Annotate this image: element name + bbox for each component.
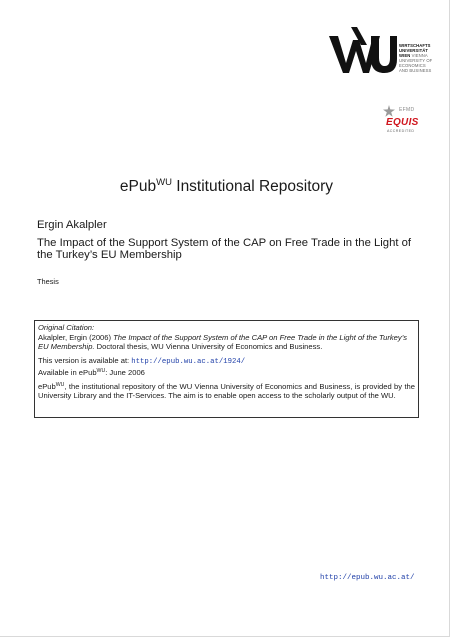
equis-accredited-label: ACCREDITED [387,129,415,133]
wu-text-line-6: AND BUSINESS [399,68,432,74]
wu-text-line-5: ECONOMICS [399,63,426,69]
wu-text-line-4: UNIVERSITY OF [399,58,433,64]
citation-ref-before: Akalpler, Ergin (2006) [38,332,114,342]
citation-ref-after: Doctoral thesis, WU Vienna University of Economics and Business. [94,342,323,352]
citation-url-link[interactable]: http://epub.wu.ac.at/1924/ [131,358,246,367]
wu-text-line-3: WIEN [399,53,411,59]
equis-wordmark: EQUIS [386,117,419,128]
citation-in-epub [38,368,415,378]
citation-available-label: This version is available at: [38,356,132,366]
citation-ref-title: The Impact of the Support System of the CAP on Free Trade in the Light of the Turkey’s EU Membership. [38,332,408,352]
about-suffix: , the institutional repository of the WU Vienna University of Economics and Business, is provided by the University Library and the IT-Services. The aim is to enable open access to the scholarly output of the WU. [38,381,415,401]
wu-logo [327,27,433,79]
author-name: Ergin Akalpler [37,219,107,231]
in-epub-suffix: : June 2006 [105,367,145,377]
wu-logo-mark [327,27,397,79]
citation-label: Original Citation: [38,323,95,332]
about-prefix: ePub [38,381,56,391]
repository-title-sup: WU [156,177,172,188]
in-epub-prefix: Available in ePub [38,367,97,377]
citation-box [34,320,419,418]
citation-available [38,356,415,368]
equis-efmd-label: EFMD [399,107,415,113]
in-epub-sup: WU [96,367,106,374]
repository-title-prefix: ePub [119,178,157,195]
wu-text-line-1: WIRTSCHAFTS [399,43,431,48]
document-title: The Impact of the Support System of the CAP on Free Trade in the Light of the Turkey’s EU Membership [37,237,412,261]
footer-repository-link[interactable]: http://epub.wu.ac.at/ [320,574,415,582]
wu-text-line-2: UNIVERSITÄT [399,48,429,54]
citation-reference [38,333,415,352]
citation-about [38,382,415,401]
wu-text-line-3b: VIENNA [411,53,428,59]
wu-logo-wordmark [399,43,439,74]
equis-logo [382,104,424,140]
repository-title-suffix: Institutional Repository [171,178,334,195]
document-type: Thesis [37,277,59,286]
equis-star-icon [382,104,396,118]
about-sup: WU [55,381,65,388]
repository-title [0,177,453,196]
